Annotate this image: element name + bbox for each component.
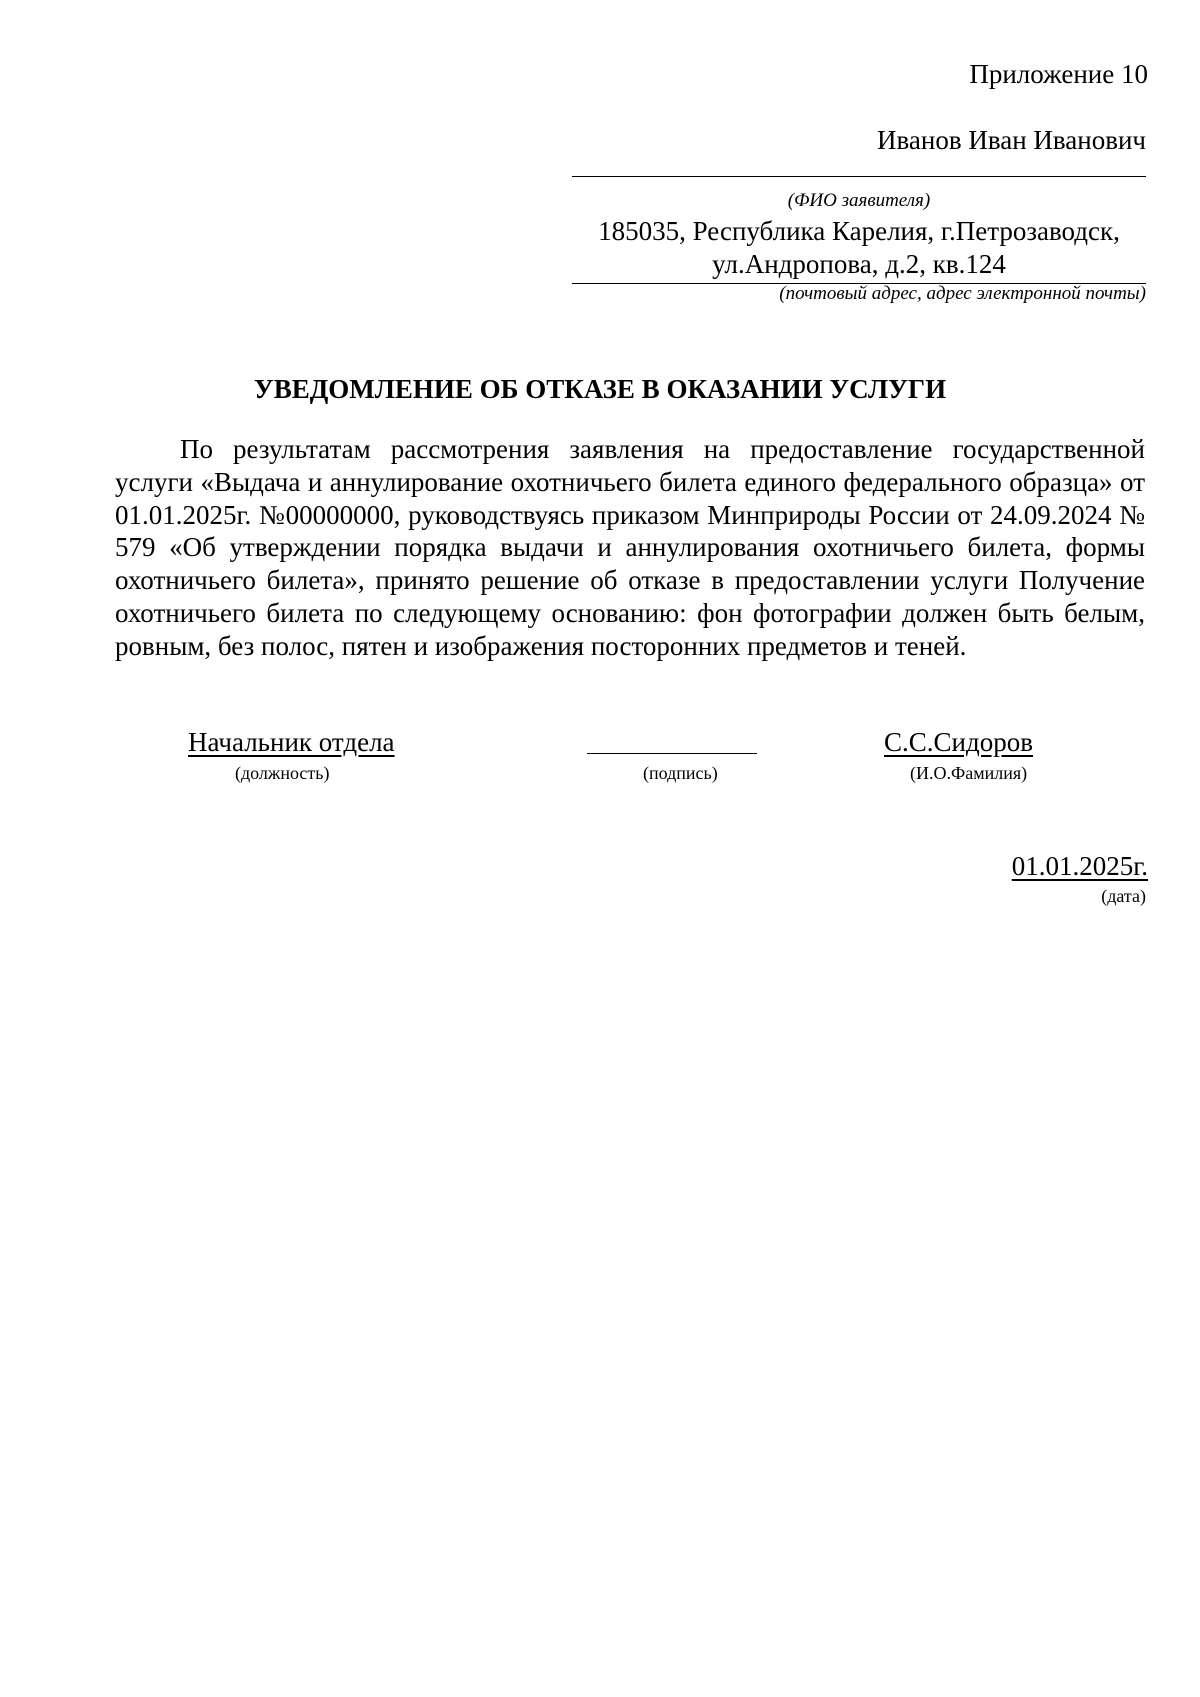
- signer-name-caption: (И.О.Фамилия): [910, 763, 1028, 783]
- applicant-name: Иванов Иван Иванович: [877, 125, 1146, 155]
- address-line-1: 185035, Республика Карелия, г.Петрозаводск,: [598, 216, 1120, 246]
- applicant-name-caption: (ФИО заявителя): [787, 190, 931, 211]
- notice-body: По результатам рассмотрения заявления на предоставление государственной услуги «Выдача и аннулирование охотничьего билета единого федерального образца» от 01.01.2025г. №00000000, руководствуясь приказом Минприроды России от 24.09.2024 № 579 «Об утверждении порядка выдачи и аннулирования охотничьего билета, формы охотничьего билета», принято решение об отказе в предоставлении услуги Получение охотничьего билета по следующему основанию: фон фотографии должен быть белым, ровным, без полос, пятен и изображения посторонних предметов и теней.: [115, 434, 1145, 661]
- document-title: УВЕДОМЛЕНИЕ ОБ ОТКАЗЕ В ОКАЗАНИИ УСЛУГИ: [253, 374, 947, 404]
- document-date-caption: (дата): [1101, 886, 1146, 906]
- applicant-name-line: [572, 176, 1146, 177]
- applicant-address-caption: (почтовый адрес, адрес электронной почты): [779, 283, 1146, 304]
- signer-name: С.С.Сидоров: [884, 727, 1033, 757]
- signature-line: [587, 753, 757, 754]
- document-date: 01.01.2025г.: [1011, 851, 1148, 881]
- address-line-2: ул.Андропова, д.2, кв.124: [712, 249, 1006, 279]
- signature-caption: (подпись): [643, 763, 718, 783]
- signer-position: Начальник отдела: [188, 727, 395, 757]
- appendix-label: Приложение 10: [969, 59, 1148, 89]
- signer-position-caption: (должность): [235, 763, 330, 783]
- applicant-address: [572, 215, 1146, 281]
